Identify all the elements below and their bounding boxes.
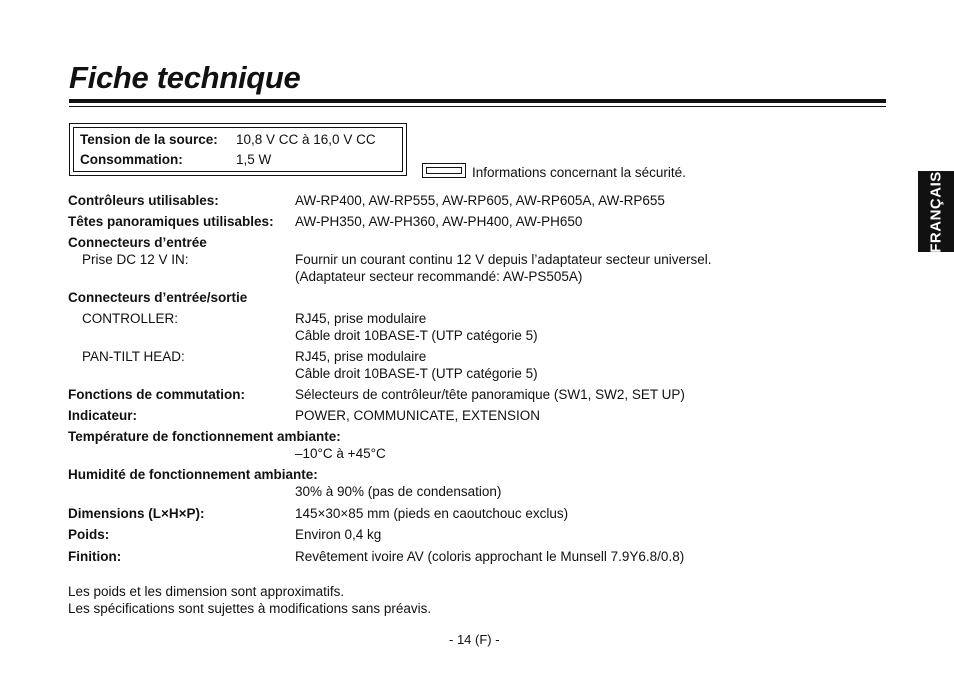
heads-label: Têtes panoramiques utilisables: [68, 214, 274, 229]
dimensions-value: 145×30×85 mm (pieds en caoutchouc exclus) [295, 506, 569, 521]
consumption-value: 1,5 W [236, 152, 272, 167]
page-number: - 14 (F) - [449, 632, 500, 647]
finish-label: Finition: [68, 549, 122, 564]
temperature-value: –10°C à +45°C [295, 446, 386, 461]
indicator-value: POWER, COMMUNICATE, EXTENSION [295, 408, 541, 423]
pantilt-port-label: PAN-TILT HEAD: [82, 349, 185, 364]
temperature-label: Température de fonctionnement ambiante: [68, 429, 341, 444]
humidity-value: 30% à 90% (pas de condensation) [295, 484, 502, 499]
language-tab [918, 171, 954, 252]
indicator-label: Indicateur: [68, 408, 138, 423]
dc-in-label: Prise DC 12 V IN: [82, 252, 189, 267]
title-rule-thick [69, 99, 886, 103]
switch-value: Sélecteurs de contrôleur/tête panoramique (SW1, SW2, SET UP) [295, 387, 685, 402]
dc-in-value-2: (Adaptateur secteur recommandé: AW-PS505A) [295, 269, 583, 284]
controller-port-label: CONTROLLER: [82, 311, 179, 326]
language-tab-label: FRANÇAIS [927, 170, 945, 253]
weight-label: Poids: [68, 527, 110, 542]
safety-note: Informations concernant la sécurité. [472, 165, 686, 180]
pantilt-port-value-1: RJ45, prise modulaire [295, 349, 427, 364]
pantilt-port-value-2: Câble droit 10BASE-T (UTP catégorie 5) [295, 366, 538, 381]
controllers-value: AW-RP400, AW-RP555, AW-RP605, AW-RP605A, AW-RP655 [295, 193, 665, 208]
controller-port-value-1: RJ45, prise modulaire [295, 311, 427, 326]
page-title: Fiche technique [69, 60, 301, 95]
note-approximate: Les poids et les dimension sont approximatifs. [68, 584, 345, 599]
io-connectors-heading: Connecteurs d’entrée/sortie [68, 290, 248, 305]
input-connectors-heading: Connecteurs d’entrée [68, 235, 207, 250]
safety-symbol-icon [422, 163, 466, 178]
humidity-label: Humidité de fonctionnement ambiante: [68, 467, 318, 482]
consumption-label: Consommation: [80, 152, 183, 167]
dimensions-label: Dimensions (L×H×P): [68, 506, 205, 521]
tension-value: 10,8 V CC à 16,0 V CC [236, 132, 376, 147]
power-spec-box [69, 123, 407, 176]
controllers-label: Contrôleurs utilisables: [68, 193, 219, 208]
weight-value: Environ 0,4 kg [295, 527, 382, 542]
heads-value: AW-PH350, AW-PH360, AW-PH400, AW-PH650 [295, 214, 583, 229]
title-rule-thin [69, 106, 886, 107]
controller-port-value-2: Câble droit 10BASE-T (UTP catégorie 5) [295, 328, 538, 343]
note-modifications: Les spécifications sont sujettes à modifications sans préavis. [68, 601, 432, 616]
switch-label: Fonctions de commutation: [68, 387, 245, 402]
tension-label: Tension de la source: [80, 132, 218, 147]
dc-in-value-1: Fournir un courant continu 12 V depuis l’adaptateur secteur universel. [295, 252, 712, 267]
finish-value: Revêtement ivoire AV (coloris approchant le Munsell 7.9Y6.8/0.8) [295, 549, 685, 564]
